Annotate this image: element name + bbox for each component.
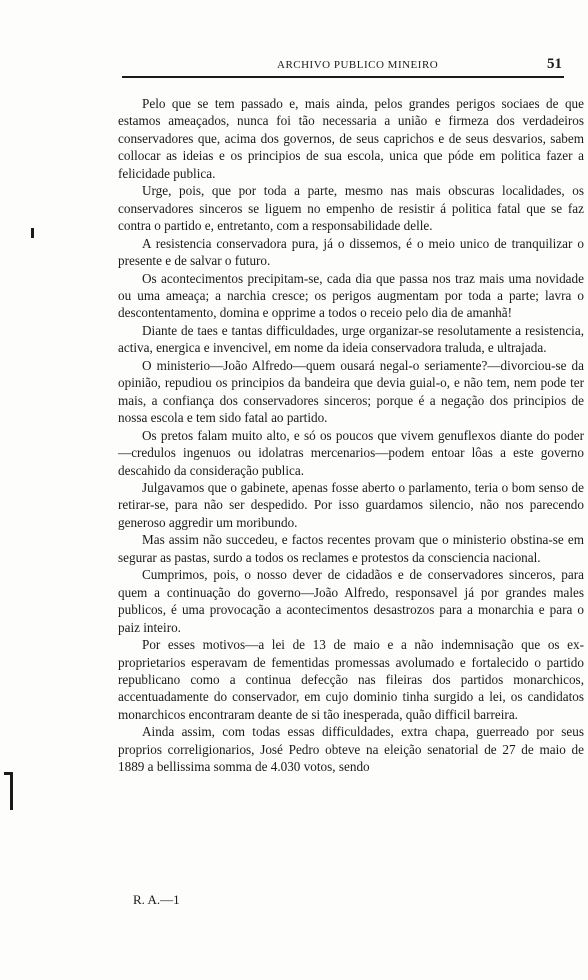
running-header — [122, 56, 562, 78]
paragraph: Cumprimos, pois, o nosso dever de cidadãos e de conservadores sinceros, para quem a continuação do governo—João Alfredo, responsavel já por grandes males publicos, é uma provocação a acontecimentos desastrozos para a monarchia e para o paiz inteiro. — [118, 567, 584, 635]
paragraph: Pelo que se tem passado e, mais ainda, pelos grandes perigos sociaes de que estamos ameaçados, nunca foi tão necessaria a união e firmeza dos verdadeiros conservadores que, acima dos governos, de seus caprichos e de seus desvarios, sabem collocar as ideias e os principios de sua escola, unica que póde em politica fazer a felicidade publica. — [118, 96, 584, 181]
paragraph: Diante de taes e tantas difficuldades, urge organizar-se resolutamente a resistencia, activa, energica e invencivel, em nome da ideia conservadora traluda, e ultrajada. — [118, 322, 584, 356]
margin-mark — [31, 228, 34, 238]
paragraph: Os pretos falam muito alto, e só os poucos que vivem genuflexos diante do poder—credulos ingenuos ou idolatras mercenarios—podem entoar lôas a este governo descahido da consideração publica. — [118, 427, 584, 478]
body-text — [118, 95, 584, 776]
header-rule — [122, 76, 564, 78]
paragraph: Mas assim não succedeu, e factos recentes provam que o ministerio obstina-se em segurar as pastas, surdo a todos os reclames e protestos da consciencia nacional. — [118, 532, 584, 565]
paragraph: Urge, pois, que por toda a parte, mesmo nas mais obscuras localidades, os conservadores sinceros se liguem no empenho de resistir á politica fatal que se faz contra o partido e, entretanto, com a responsabilidade delle. — [118, 183, 584, 234]
paragraph: Julgavamos que o gabinete, apenas fosse aberto o parlamento, teria o bom senso de retirar-se, para não ser despedido. Por isso guardamos silencio, não nos parecendo generoso aggredir um moribundo. — [118, 479, 584, 530]
paragraph: Por esses motivos—a lei de 13 de maio e a não indemnisação que os ex-proprietarios esperavam de fementidas promessas avolumado e fortalecido o partido republicano como a continua defecção nas fileiras dos partidos monarchicos, accentuadamente do conservador, em cujo dominio tinha surgido a lei, os candidatos monarchicos encontraram deante de si tão inesperada, quão difficil barreira. — [118, 637, 584, 722]
paragraph: Os acontecimentos precipitam-se, cada dia que passa nos traz mais uma novidade ou uma ameaça; a narchia cresce; os perigos augmentam por toda a parte; lavra o descontentamento, domina e opprime a todos o receio pelo dia de amanhã! — [118, 270, 584, 321]
paragraph: A resistencia conservadora pura, já o dissemos, é o meio unico de tranquilizar o presente e de salvar o futuro. — [118, 235, 584, 269]
page-number: 51 — [547, 56, 562, 72]
margin-mark — [10, 772, 13, 810]
signature-mark: R. A.—1 — [133, 892, 180, 907]
paragraph: Ainda assim, com todas essas difficuldades, extra chapa, guerreado por seus proprios correligionarios, José Pedro obteve na eleição senatorial de 27 de maio de 1889 a bellissima somma de 4.030 votos, sendo — [118, 724, 584, 775]
header-title: ARCHIVO PUBLICO MINEIRO — [277, 59, 439, 71]
paragraph: O ministerio—João Alfredo—quem ousará negal-o seriamente?—divorciou-se da opinião, repudiou os principios da bandeira que devia guial-o, e não tem, nem pode ter mais, a confiança dos conservadores sinceros; porque é a negação dos principios de nossa escola e tem sido fatal ao partido. — [118, 357, 584, 426]
